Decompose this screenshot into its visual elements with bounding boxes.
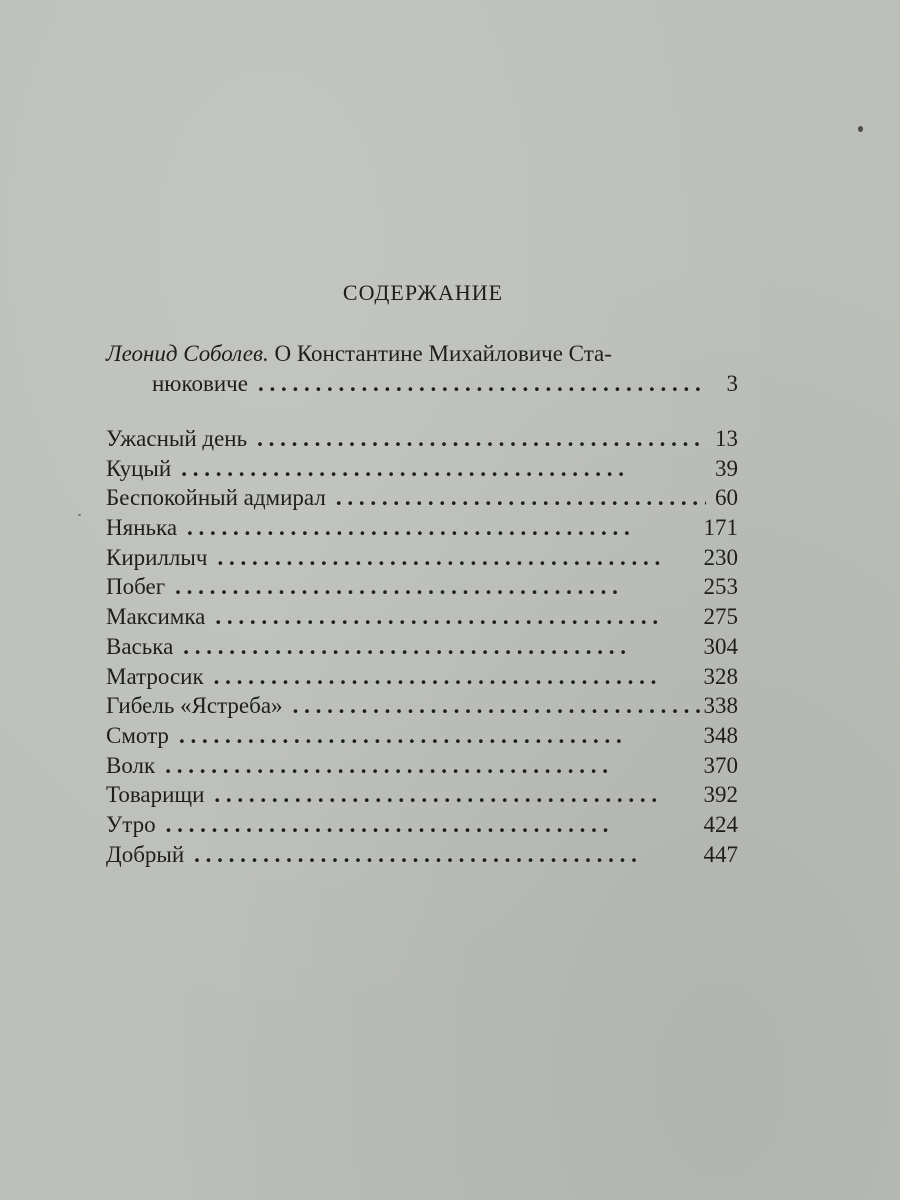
toc-entry-page-number: 338 [703, 693, 738, 719]
toc-preface-entry [106, 339, 738, 399]
dot-leader [215, 604, 699, 630]
toc-entry [106, 426, 738, 456]
dot-leader [293, 693, 700, 719]
toc-entry-page-number: 348 [703, 722, 738, 748]
preface-page-number: 3 [726, 371, 738, 396]
toc-entry [106, 574, 738, 604]
toc-entry-page-number: 304 [703, 633, 738, 659]
toc-entry [106, 485, 738, 515]
toc-list [106, 426, 738, 871]
toc-entry-page-number: 370 [703, 752, 738, 778]
toc-entry-page-number: 424 [703, 811, 738, 837]
toc-entry-page-number: 392 [703, 782, 738, 808]
toc-entry [106, 753, 738, 783]
dot-leader [217, 545, 699, 571]
toc-entry-title: Ужасный день [106, 426, 248, 451]
paper-speck [78, 514, 81, 516]
toc-entry-title: Беспокойный адмирал [106, 485, 326, 511]
dot-leader [336, 485, 706, 511]
paper-speck [858, 126, 863, 132]
toc-entry [106, 634, 738, 664]
toc-entry-title: Побег [106, 574, 166, 600]
toc-entry-page-number: 39 [715, 455, 738, 481]
toc-entry-title: Кириллыч [106, 544, 208, 570]
toc-entry [106, 693, 738, 723]
dot-leader [214, 664, 700, 690]
toc-entry-title: Максимка [106, 604, 206, 630]
toc-entry-title: Волк [106, 752, 156, 778]
toc-entry-page-number: 230 [703, 544, 738, 570]
dot-leader [258, 369, 706, 399]
toc-entry [106, 515, 738, 545]
toc-entry-page-number: 447 [703, 841, 738, 867]
dot-leader [166, 812, 700, 838]
toc-entry [106, 664, 738, 694]
dot-leader [165, 753, 699, 779]
toc-entry-title: Васька [106, 633, 174, 659]
dot-leader [175, 574, 699, 600]
toc-entry-title: Гибель «Ястреба» [106, 693, 283, 719]
dot-leader [214, 782, 699, 808]
preface-line-2 [106, 369, 738, 399]
preface-line-1 [106, 339, 738, 369]
dot-leader [257, 426, 706, 452]
dot-leader [194, 842, 699, 868]
toc-entry [106, 723, 738, 753]
toc-entry-title: Нянька [106, 515, 178, 541]
toc-entry-page-number: 60 [715, 485, 738, 511]
toc-entry [106, 812, 738, 842]
toc-entry [106, 842, 738, 872]
toc-entry-title: Товарищи [106, 782, 205, 808]
toc-entry [106, 604, 738, 634]
toc-entry-title: Добрый [106, 841, 185, 867]
preface-title-part2: нюковиче [152, 371, 248, 396]
dot-leader [183, 634, 699, 660]
toc-entry-title: Смотр [106, 722, 169, 748]
toc-entry-page-number: 275 [703, 604, 738, 630]
dot-leader [179, 723, 700, 749]
toc-entry [106, 782, 738, 812]
toc-entry-title: Утро [106, 811, 156, 837]
toc-entry-title: Куцый [106, 455, 172, 481]
dot-leader [187, 515, 699, 541]
preface-author: Леонид Соболев. [106, 341, 269, 366]
toc-entry-page-number: 13 [715, 426, 738, 451]
toc-entry-page-number: 328 [703, 663, 738, 689]
toc-heading: СОДЕРЖАНИЕ [342, 280, 504, 305]
toc-entry [106, 545, 738, 575]
toc-entry [106, 456, 738, 486]
toc-entry-page-number: 171 [703, 515, 738, 541]
toc-entry-page-number: 253 [703, 574, 738, 600]
preface-title-part1: О Константине Михайловиче Ста- [274, 341, 612, 366]
toc-entry-title: Матросик [106, 663, 204, 689]
dot-leader [181, 456, 706, 482]
